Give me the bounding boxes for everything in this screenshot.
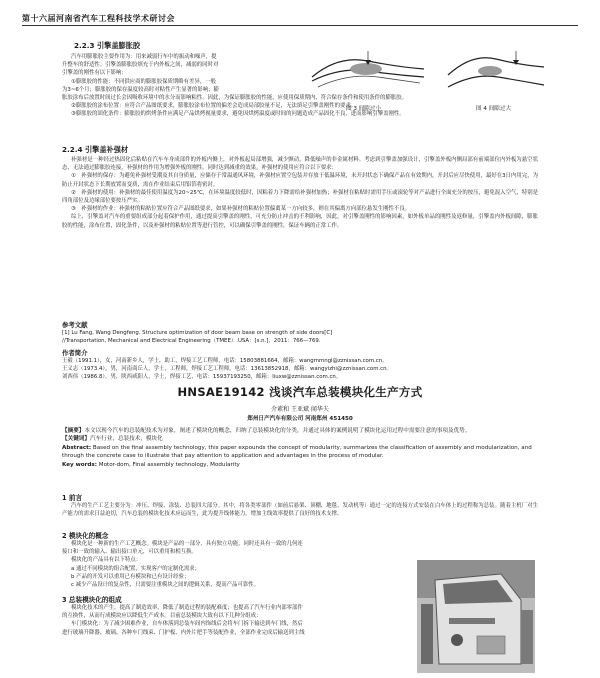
section-1-body [62,502,538,518]
paragraph: 综上，引擎盖对汽车的重要组成部分起着保护作用，通过提高引擎盖的刚性，可充分防止冲击的不利影响，因此，对引擎盖刚性的影响因素，如外板单品的刚性及返修量，引擎盖内外板间隙，膨胀胶的性能，涂布位置，固化条件，以及补强材的粘贴位置等进行管控，可以确保引擎盖的刚性，保证车辆的正常工作。 [62,214,538,229]
text-line: 为3~6个月；膨胀胶的保存温度较高时对粘性产生显著的影响；膨 [62,86,219,93]
abstract-cn-text: 本文以现今汽车的总装配技术为对象，阐述了模块化的概念，归纳了总装模块化的分类，并通过具体的案例说明了模块化运用过程中需要注意的事项及优势。 [84,428,471,434]
text-line: 模块化的产品具有以下特点： [71,557,142,564]
abstract-en [62,444,538,461]
section-2-heading: 2 模块化的概念 [62,532,109,540]
section-2-body [62,540,412,589]
text-line: 汽车用膨胀胶主要作用为：用来减弱行车中的振动和噪声，提 [71,54,217,60]
abstract-en-label: Abstract: [62,444,92,451]
section-224-heading: 2.2.4 引擎盖补强材 [62,145,129,154]
text-line: 模块化是一种新的生产工艺概念。模块是产品的一部分，具有独立功能，同时还具有一致的几何连 [71,541,303,547]
figure-3-gap-too-small [308,47,428,99]
abstract-cn [62,427,538,435]
paragraph: 汽车的生产工艺主要分为：冲压、焊接、涂装、总装四大部分。其中，将各类零部件（如前后悬架、顶棚、地毯、发动机等）通过一定的连接方式安装在白车体上的过程称为总装。随着主机厂对生产能力的需求日益迫切，汽车总装的模块化技术应运而生，此为提升线体能力，增加主线效率提供了良好的技术支撑。 [62,503,538,518]
keywords-en [62,461,538,469]
text-line: ③膨胀胶的固化条件：膨胀胶的烘烤条件应满足产品烘烤视量要求，避免因烘烤温度或时间的问题造成产品固化不良，进而影响引擎盖刚性。 [71,111,405,118]
text-line: c 减少产品设计的复杂性，只需要注重模块之间的逻辑关系，提高产品可靠性。 [71,582,259,589]
figure-4-gap-too-large [444,47,549,99]
text-line: 车门模块化：为了减少困难作业，自车体落到总装车间内饰线后会将车门拆下输送到车门线，然后 [71,621,303,628]
article-authors: 介素和 王亚斌 闻华夫 [271,406,329,413]
author-bio-item: 刘西伟（1986.8），男，陕西咸阳人，学士，焊接工艺，电话：15937193250，邮箱：liuxw@zznissan.com.cn。 [62,374,342,381]
article-affiliation: 郑州日产汽车有限公司 河南郑州 451450 [247,416,353,422]
text-line: ②膨胀胶的涂布位置：应符合产品图纸要求，膨胀胶涂布位置的偏差会造成局部胶量不足，无法填足引擎盖刚性的要求。 [71,103,357,110]
reference-item: //Transportation, Mechanical and Electrical Engineering（TMEE）.USA：[s.n.]，2011：766—769. [62,338,321,345]
keywords-cn [62,435,538,443]
text-line: 的互换性，从而行成模块应以降低生产成本。目前总装模块大致有以下几种分组成： [62,613,262,620]
section-223-narrow-body [62,53,300,94]
section-3-body [62,604,412,637]
references-list [62,329,538,345]
abstract-block [62,427,538,469]
text-line: b 产品的开发可以重用已有模块和已有设计经验； [71,573,190,580]
author-bio-item: 王义志（1973.4），男，河南商丘人，学士，工程师，焊接工艺工程师，电话：13613852918，邮箱：wangyizhi@zznissan.com.cn。 [62,366,392,373]
text-line: 进行玻璃升降器、玻璃、各种车门线束、门护板、内外片把手等装配作业，全部作业完成后输送到主线 [62,629,305,636]
text-line: 模块化技术的产生，提高了制造效率，降低了制造过程的装配难度；也提高了汽车行业内部零部件 [71,605,303,611]
author-bio-list [62,357,538,382]
figure-3-caption: 图 3 间隙过小 [346,106,382,112]
author-bio-heading: 作者简介 [62,349,88,357]
header-rule [22,25,578,26]
abstract-cn-label: 【摘要】 [62,428,85,434]
author-bio-item: 王毅（1991.1），女，河南新乡人，学士，助工，焊接工艺工程师，电话：15803881664，邮箱：wangmmngl@zznissan.com.cn。 [62,358,388,364]
reference-item: [1] Lu Fang, Wang Dengfeng. Structure optimization of door beam base on strength of side doors[C] [62,330,333,336]
abstract-en-text: Based on the final assembly technology, this paper expounds the concept of modularity, summarizes the classification of assembly and modularization, and through the concrete case to illustrate that pay attention to application and advantages in the process of modular. [62,444,532,460]
paragraph: ① 补强材的保存：为避免补强材受潮及其自身质量，应储存于常温通风环境，补强材应置空包装并存放于低温环境，未开封状态下确保产品在有效期内，开封后应尽快使用，最好在3日内用完，为防止开封状态下长期放置而变质，需在作业结束后用铝箔将密封。 [62,173,538,188]
paragraph: ③ 补强材的作业：补强材的粘贴位置应符合产品图纸要求，如果补强材的粘贴位置偏离某一方向较多，则在其偏离方向部位悬发生刚性不良。 [71,206,411,213]
keywords-cn-text: 汽车行业，总装技术，模块化 [89,436,163,443]
paragraph: 补强材是一种经过热固化后粘贴在汽车车身成部件的外板内侧上，对外板起局部增强，减少颤动，降低噪声的非金属材料。考虑到引擎盖加强设计，引擎盖外板内侧局部有前端部位内外板为悬空状态，无法通过膨胀胶连接，补强材的作用为增强外板的刚性，同时达到减重的效果。补强材的使用应符合以下要求： [62,157,538,172]
text-line: 胀胶涂布后放置时间过长会因吸收环境中的水分而影响粘性。因此，为保证膨胀胶的性能，应使用保质期内、符合保存条件和使用条件的膨胀胶。 [62,95,408,101]
car-door-illustration [417,560,535,673]
section-224-body [62,156,538,230]
section-3-heading: 3 总装模块化的组成 [62,596,122,604]
running-header: 第十六届河南省汽车工程科技学术研讨会 [22,14,175,23]
section-1-heading: 1 前言 [62,494,83,502]
text-line: a 通过不同模块的组合配置，实现客户的定制化需求； [71,565,201,572]
paragraph: ② 补强材的使用：补强材的最佳使用温度为20~25℃，在环境温度较低时，因粘着力下降需给补强材加热；补强材在粘贴时需用手压或滚轮等对产品进行全面充分的按压，避免混入空气，特别是四角部位及边缘部位要按压严实。 [62,189,538,205]
keywords-en-text: Motor-dom, Final assembly technology, Modularity [98,461,240,468]
references-heading: 参考文献 [62,321,88,329]
figure-4-caption: 图 4 间隙过大 [476,106,512,112]
article-title: HNSAE19142 浅谈汽车总装模块化生产方式 [177,385,423,399]
door-module-photo [417,560,535,673]
text-line: 引擎盖的刚性有以下影响： [62,70,127,77]
text-line: 升整车的舒适性；引擎盖膨胀胶填充于内外板之间，减弱的同时对 [62,62,219,69]
keywords-cn-label: 【关键词】 [62,436,90,443]
text-line: ①膨胀胶的性能：不同供应商的膨胀胶保质期略有差异，一般 [71,78,216,85]
keywords-en-label: Key words: [62,461,97,468]
text-line: 接口和一致的输入、输出接口单元，可以重用和相互换。 [62,549,197,556]
section-223-heading: 2.2.3 引擎盖膨胀胶 [74,41,141,50]
